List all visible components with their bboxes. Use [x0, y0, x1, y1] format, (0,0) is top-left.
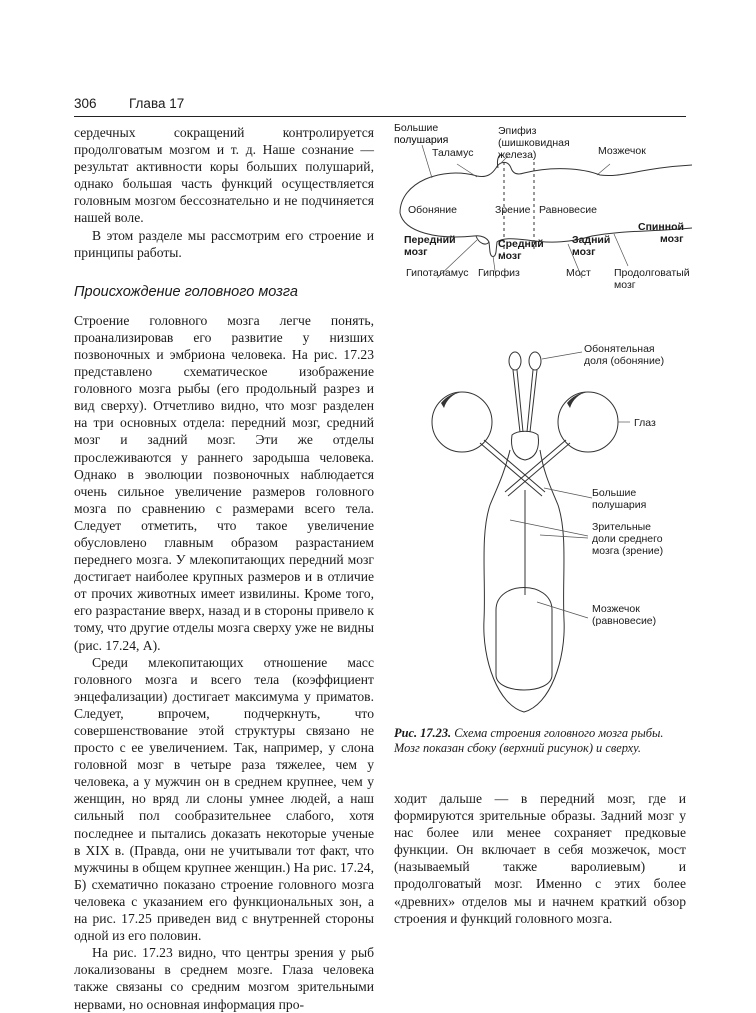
label-hypophysis: Гипофиз [478, 267, 520, 279]
left-column [74, 124, 374, 1013]
label-epiphysis-2: (шишковидная [498, 137, 570, 149]
label-olfactory-2: доля (обоняние) [584, 355, 665, 367]
label-medulla-1: Продолговатый [614, 267, 690, 279]
label-hindbrain-1: Задний [572, 234, 611, 246]
label-midbrain-2: мозг [498, 250, 522, 262]
label-pons: Мост [566, 267, 591, 279]
label-epiphysis-3: железа) [498, 149, 537, 161]
page-number: 306 [74, 96, 97, 111]
paragraph: сердечных сокращений контролируется продолговатым мозгом и т. д. Наше сознание — результат активности коры больших полушарий, однако большая часть функций осуществляется головным мозгом бессознательно и не подчиняется нашей воле. [74, 125, 374, 226]
label-spinal-2: мозг [660, 233, 684, 245]
caption-text: Схема строения головного мозга рыбы. Мозг показан сбоку (верхний рисунок) и сверху. [394, 726, 664, 755]
paragraph: В этом разделе мы рассмотрим его строение и принципы работы. [74, 227, 374, 260]
fish-brain-side-diagram [392, 120, 692, 310]
caption-label: Рис. 17.23. [394, 726, 452, 740]
paragraph: ходит дальше — в передний мозг, где и формируются зрительные образы. Задний мозг у нас более или менее сохраняет предковые функции. Он включает в себя мозжечок, мост (называемый также варолиевым) и продолговатый мозг. Именно с этих более «древних» отделов мы и начнем краткий обзор строения и функций головного мозга. [394, 791, 686, 926]
label-balance: Равновесие [539, 204, 597, 216]
label-medulla-2: мозг [614, 279, 636, 291]
paragraph: Среди млекопитающих отношение масс головного мозга и всего тела (коэффициент энцефализации) достигает максимума у приматов. Следует, впрочем, подчеркнуть, что совершенствование этой структуры связано не просто с ее увеличением. Так, например, у слона головной мозг в четыре раза тяжелее, чем у человека, а у мужчин он в среднем крупнее, чем у женщин, но вряд ли слоны умнее людей, а наш сильный пол сообразительнее слабого, хотя последнее и пытались доказать некоторые ученые в XIX в. (Правда, они не учитывали тот факт, что мужчины в общем крупнее женщин.) На рис. 17.24, Б) схематично показано строение головного мозга человека с указанием его функциональных зон, а на рис. 17.25 приведен вид с внутренней стороны одной из его половин. [74, 654, 374, 944]
label-midbrain-1: Средний [498, 238, 544, 250]
label-forebrain-1: Передний [404, 234, 456, 246]
label-eye: Глаз [634, 417, 656, 429]
fish-brain-top-diagram [392, 340, 692, 715]
label-hemispheres: Большие [394, 122, 439, 134]
label-forebrain-2: мозг [404, 246, 428, 258]
label-cerebellum-2: (равновесие) [592, 615, 657, 627]
paragraph: На рис. 17.23 видно, что центры зрения у рыб локализованы в среднем мозге. Глаза человека также связаны со средним мозгом зрительными нервами, но основная информация про- [74, 945, 374, 1012]
label-spinal-1: Спинной [638, 221, 684, 233]
label-hindbrain-2: мозг [572, 246, 596, 258]
label-vision: Зрение [495, 204, 531, 216]
label-hemispheres-2: полушария [394, 134, 449, 146]
chapter-title: Глава 17 [129, 96, 185, 111]
label-cerebellum: Мозжечок [598, 145, 646, 157]
label-olfaction: Обоняние [408, 204, 458, 216]
figure-caption [394, 726, 686, 756]
label-epiphysis-1: Эпифиз [498, 125, 537, 137]
label-hypothalamus: Гипоталамус [406, 267, 469, 279]
label-optic-2: доли среднего [592, 533, 663, 545]
label-thalamus: Таламус [432, 147, 474, 159]
label-cerebellum-1: Мозжечок [592, 603, 640, 615]
label-optic-1: Зрительные [592, 521, 652, 533]
section-heading: Происхождение головного мозга [74, 283, 298, 300]
running-header [74, 94, 686, 117]
label-hemispheres-1: Большие [592, 487, 637, 499]
label-olfactory-1: Обонятельная [584, 343, 655, 355]
label-hemispheres-2: полушария [592, 499, 647, 511]
label-optic-3: мозга (зрение) [592, 545, 664, 557]
right-column [394, 790, 686, 927]
paragraph: Строение головного мозга легче понять, проанализировав его развитие у низших позвоночных и эмбриона человека. На рис. 17.23 представлено схематическое изображение головного мозга рыбы (его продольный разрез и вид сверху). Отчетливо видно, что мозг разделен на три основных отдела: передний мозг, средний мозг и задний мозг. Эти же отделы прослеживаются у раннего зародыша человека. Однако в эволюции позвоночных наблюдается очень сильное увеличение размеров головного мозга по сравнению с размерами всего тела. Следует отметить, что такое увеличение обусловлено главным образом разрастанием переднего мозга. У млекопитающих передний мозг достигает наиболее крупных размеров и в отличие от прочих животных имеет извилины. Кроме того, его разрастание вверх, назад и в стороны привело к тому, что другие отделы мозга сверху уже не видны (рис. 17.24, А). [74, 312, 374, 653]
